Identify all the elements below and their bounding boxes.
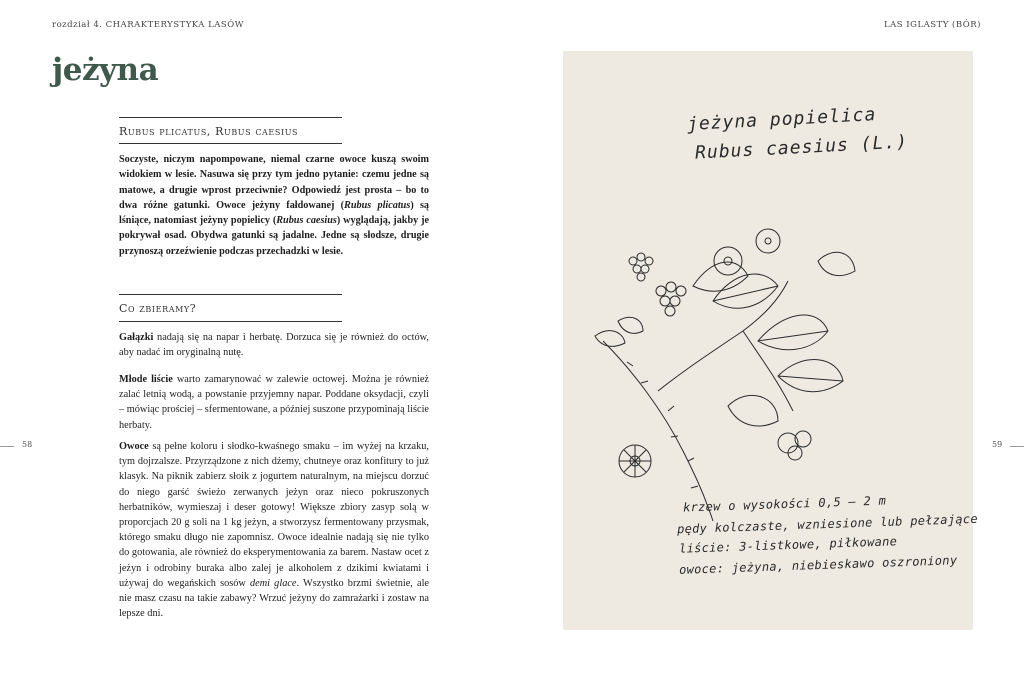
species-name-caesius: Rubus caesius <box>276 215 337 227</box>
handwritten-common-name: jeżyna popielica <box>686 104 877 135</box>
note-fruit: owoce: jeżyna, niebieskawo oszroniony <box>678 553 958 577</box>
lead-text-3: ) wyglądają, jakby je pokrywał osad. Obydwa gatunki są jadalne. Jedne są słodsze, drugie przynoszą orzeźwienie podczas przechadzki w lesie. <box>119 215 430 257</box>
main-stem <box>603 341 713 521</box>
running-head-right: LAS IGLASTY (BÓR) <box>884 20 981 30</box>
text-branches: nadają się na napar i herbatę. Dorzuca się je również do octów, aby nadać im oryginalną nutę. <box>119 332 429 359</box>
berry-cluster-1 <box>629 253 653 281</box>
text-fruit-2: . Wszystko brzmi świetnie, ale nie masz czasu na takie zabawy? Wrzuć jeżyny do zamrażarki i zostaw na lepsze dni. <box>119 577 430 620</box>
term-young-leaves: Młode liście <box>119 374 173 385</box>
term-demi-glace: demi glace <box>250 577 297 589</box>
species-name-plicatus: Rubus plicatus <box>344 199 411 211</box>
leaf-small-left <box>595 331 625 347</box>
handwritten-latin-name: Rubus caesius (L.) <box>694 131 909 164</box>
heading-rule-bottom <box>119 143 342 144</box>
paragraph-branches <box>119 330 429 360</box>
lead-text-2: ) są lśniące, natomiast jeżyny popielicy ( <box>119 199 430 227</box>
leaf-6 <box>818 252 855 275</box>
folio-rule-right <box>1010 446 1024 447</box>
folio-rule-left <box>0 446 14 447</box>
paragraph-young-leaves <box>119 372 429 433</box>
term-fruit: Owoce <box>119 441 149 452</box>
page-title: jeżyna <box>52 52 159 88</box>
flower-cluster <box>778 433 798 453</box>
botanical-illustration <box>563 51 979 630</box>
berry-cluster-2 <box>656 282 686 316</box>
collect-rule-bottom <box>119 321 342 322</box>
page-number-left: 58 <box>22 440 33 449</box>
collect-rule-top <box>119 294 342 295</box>
page-number-right: 59 <box>992 440 1003 449</box>
term-branches: Gałązki <box>119 332 154 343</box>
flower-top <box>714 247 742 275</box>
text-fruit-1: są pełne koloru i słodko-kwaśnego smaku – im wyżej na krzaku, tym dojrzalsze. Przyrządzone z nich dżemy, chutneye oraz konfitury to już klasyk. Na piknik zabierz słoik z jogurtem naturalnym, na miejscu dorzuć do niego garść świeżo zerwanych jeżyn oraz nieco pokruszonych herbatników, wymieszaj i deser gotowy! Większe zbiory zasyp solą w proporcjach 20 g soli na 1 kg jeżyn, a stworzysz fermentowany przysmak, którego smaku długo nie zapomnisz. Owoce idealnie nadają się nie tylko do gotowania, ale również do eksperymentowania za barem. Nastaw ocet z jeżyn i odrobiny buraka albo zalej je alkoholem z dzikimi kwiatami i używaj do wegańskich sosów <box>119 441 429 589</box>
paragraph-fruit <box>119 439 429 621</box>
side-stem <box>743 331 793 411</box>
note-height: krzew o wysokości 0,5 – 2 m <box>682 493 887 515</box>
text-young-leaves: warto zamarynować w zalewie octowej. Można je również zalać letnią wodą, a powstanie przyjemny napar. Poddane oksydacji, czyli – mówiąc prościej – sfermentowane, a później suszone przypominają liście herbaty. <box>119 374 429 431</box>
branch-stem <box>658 281 788 391</box>
leaf-4 <box>728 395 778 426</box>
leaf-3 <box>778 360 843 392</box>
note-leaves: liście: 3-listkowe, piłkowane <box>678 534 898 556</box>
running-head-left: rozdział 4. CHARAKTERYSTYKA LASÓW <box>52 20 244 30</box>
collect-heading: Co zbieramy? <box>119 302 197 315</box>
lead-paragraph <box>119 152 429 259</box>
note-shoots: pędy kolczaste, wzniesione lub pełzające <box>676 511 979 537</box>
leaf-1 <box>713 274 778 308</box>
lead-text-1: Soczyste, niczym napompowane, niemal czarne owoce kuszą swoim widokiem w lesie. Nasuwa się przy tym jedno pytanie: czemu jedne są matowe, a drugie wprost przeciwnie? Odpowiedź jest prosta – bo to dwa różne gatunki. Owoce jeżyny fałdowanej ( <box>119 154 429 211</box>
latin-names-heading: Rubus plicatus, Rubus caesius <box>119 125 299 138</box>
heading-rule-top <box>119 117 342 118</box>
